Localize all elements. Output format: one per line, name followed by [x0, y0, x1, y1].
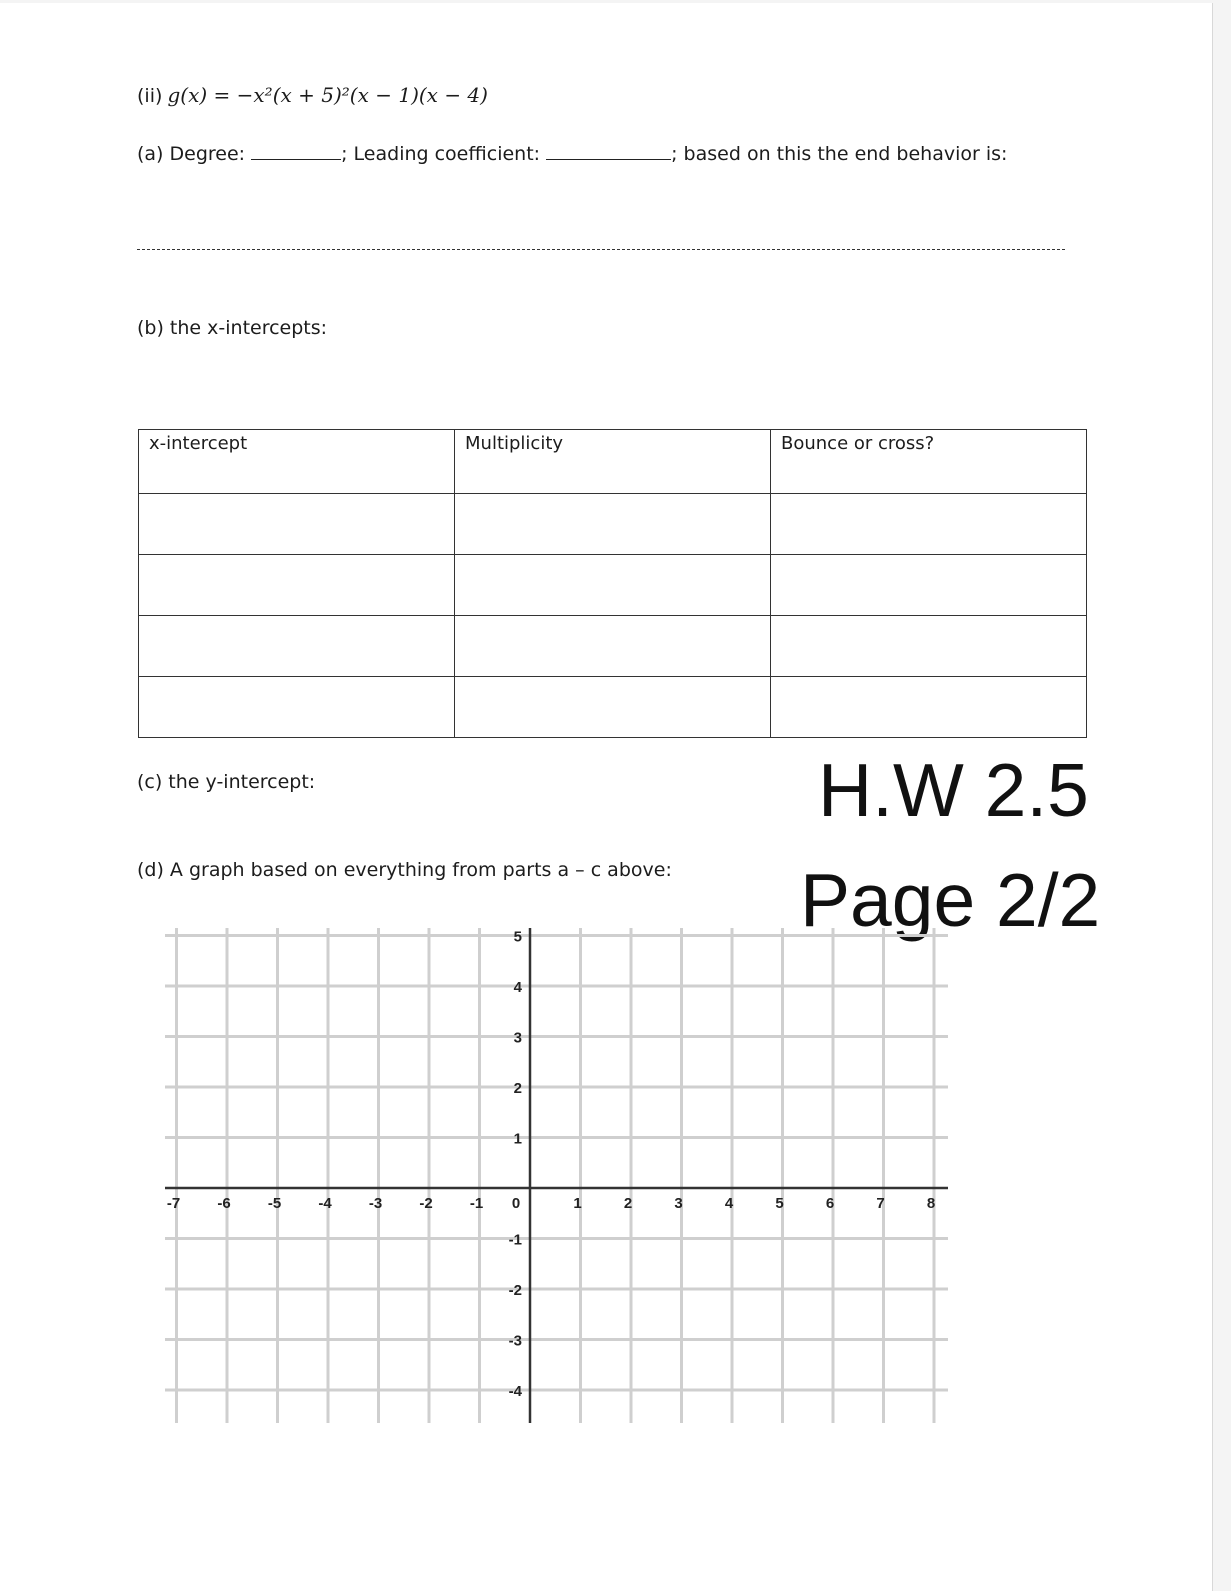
- function-expression: g(x) = −x²(x + 5)²(x − 1)(x − 4): [167, 83, 488, 107]
- part-b-label: (b) the x-intercepts:: [137, 317, 328, 339]
- x-tick-label: -5: [267, 1195, 282, 1212]
- x-tick-label: 8: [926, 1195, 936, 1212]
- y-tick-label: -1: [508, 1231, 522, 1249]
- x-tick-label: 5: [775, 1195, 784, 1212]
- homework-title: H.W 2.5: [818, 748, 1089, 832]
- x-tick-label: -1: [469, 1195, 484, 1212]
- x-tick-label: -3: [368, 1195, 383, 1212]
- header-bounce-or-cross: Bounce or cross?: [771, 430, 1087, 494]
- y-tick-label: 5: [513, 928, 522, 946]
- x-tick-label: -2: [419, 1195, 433, 1212]
- y-tick-label: -4: [508, 1383, 522, 1400]
- x-tick-label: 1: [573, 1195, 582, 1212]
- problem-label: (ii): [137, 85, 163, 107]
- y-tick-label: -2: [508, 1282, 522, 1299]
- x-tick-label: 3: [674, 1195, 683, 1212]
- part-d-label: (d) A graph based on everything from parts a – c above:: [137, 859, 672, 881]
- x-tick-label: -7: [166, 1195, 181, 1212]
- leading-coefficient-label: ; Leading coefficient:: [341, 143, 541, 165]
- x-tick-label: 7: [876, 1195, 885, 1212]
- x-tick-label: 6: [825, 1195, 835, 1212]
- x-tick-label: 0: [511, 1195, 521, 1212]
- y-tick-label: 4: [513, 979, 522, 996]
- part-c-label: (c) the y-intercept:: [137, 771, 316, 793]
- y-tick-label: 1: [513, 1130, 522, 1148]
- x-tick-label: -4: [318, 1195, 332, 1212]
- y-tick-label: 3: [513, 1029, 522, 1047]
- worksheet-page: [0, 3, 1213, 1591]
- header-x-intercept: x-intercept: [139, 430, 455, 494]
- y-tick-label: -3: [508, 1332, 522, 1350]
- degree-label: (a) Degree:: [137, 143, 246, 165]
- x-tick-label: 2: [623, 1195, 633, 1212]
- coordinate-grid[interactable]: [0, 3, 1213, 1591]
- page-number: Page 2/2: [800, 858, 1101, 942]
- x-tick-label: 4: [724, 1195, 734, 1212]
- end-behavior-label: ; based on this the end behavior is:: [671, 143, 1008, 165]
- x-tick-label: -6: [217, 1195, 231, 1212]
- header-multiplicity: Multiplicity: [455, 430, 771, 494]
- y-tick-label: 2: [513, 1080, 522, 1097]
